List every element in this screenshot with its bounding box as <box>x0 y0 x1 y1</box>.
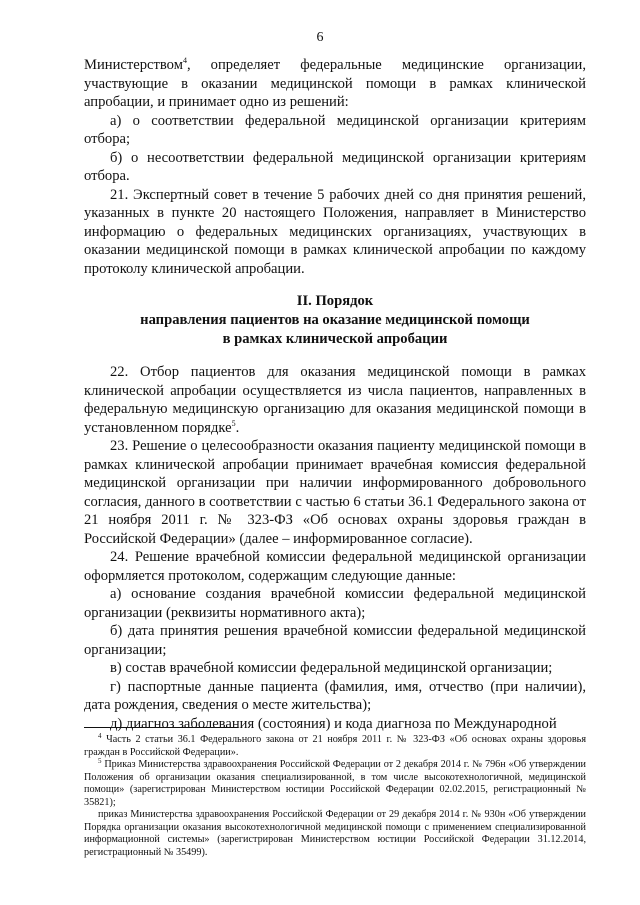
paragraph-22: 22. Отбор пациентов для оказания медицинской помощи в рамках клинической апробации осуществляется из числа пациентов, направленных в федеральную медицинскую организацию для оказания медицинской помощи в установленном порядке$^5$. <box>84 364 586 436</box>
footnote-5: $^5$ Приказ Министерства здравоохранения Российской Федерации от 2 декабря 2014 г. № 796н «Об утверждении Положения об организации оказания специализированной, в том числе высокотехнологичной, медицинской помощи» (зарегистрирован Министерством юстиции Российской Федерации 02.02.2015, регистрационный № 35821); <box>84 757 586 808</box>
paragraph-intro: Министерством$^4$, определяет федеральные медицинские организации, участвующие в оказании медицинской помощи в рамках клинической апробации, и принимает одно из решений: <box>84 56 586 110</box>
section-heading: II. Порядок направления пациентов на оказание медицинской помощи в рамках клинической апробации <box>140 293 530 347</box>
paragraph-24: 24. Решение врачебной комиссии федеральной медицинской организации оформляется протоколом, содержащим следующие данные: <box>84 549 586 584</box>
list-item-24a: а) основание создания врачебной комиссии федеральной медицинской организации (реквизиты нормативного акта); <box>84 586 586 621</box>
footnote-4: $^4$ Часть 2 статьи 36.1 Федерального закона от 21 ноября 2011 г. № 323-ФЗ «Об основах охраны здоровья граждан в Российской Федерации». <box>84 732 586 758</box>
list-item-a: а) о соответствии федеральной медицинской организации критериям отбора; <box>84 112 586 147</box>
footnotes <box>84 734 586 859</box>
footnote-separator <box>84 727 238 728</box>
paragraph-21: 21. Экспертный совет в течение 5 рабочих дней со дня принятия решений, указанных в пункте 20 настоящего Положения, направляет в Министерство информацию о федеральных медицинских организациях, участвующих в оказании медицинской помощи в рамках клинической апробации по каждому протоколу клинической апробации. <box>84 186 586 277</box>
footnote-5-continued: приказ Министерства здравоохранения Российской Федерации от 29 декабря 2014 г. № 930н «Об утверждении Порядка организации оказания высокотехнологичной медицинской помощи с применением специализированной информационной системы» (зарегистрирован Министерством юстиции Российской Федерации 31.12.2014, регистрационный № 35499). <box>84 809 586 858</box>
list-item-24c: в) состав врачебной комиссии федеральной медицинской организации; <box>110 660 553 676</box>
list-item-24e: д) диагноз заболевания (состояния) и кода диагноза по Международной <box>110 715 557 732</box>
footnote-ref-4: 4 <box>182 56 187 65</box>
list-item-24b: б) дата принятия решения врачебной комиссии федеральной медицинской организации; <box>84 623 586 658</box>
document-body <box>84 56 586 733</box>
footnote-ref-5: 5 <box>231 418 236 428</box>
page-number: 6 <box>316 30 324 45</box>
list-item-b: б) о несоответствии федеральной медицинской организации критериям отбора. <box>84 149 586 184</box>
list-item-24d: г) паспортные данные пациента (фамилия, имя, отчество (при наличии), дата рождения, сведения о месте жительства); <box>84 678 586 713</box>
paragraph-23: 23. Решение о целесообразности оказания пациенту медицинской помощи в рамках клинической апробации принимает врачебная комиссия федеральной медицинской организации при наличии информированного добровольного согласия, данного в соответствии с частью 6 статьи 36.1 Федерального закона от 21 ноября 2011 г. № 323-ФЗ «Об основах охраны здоровья граждан в Российской Федерации» (далее – информированное согласие). <box>84 438 586 547</box>
